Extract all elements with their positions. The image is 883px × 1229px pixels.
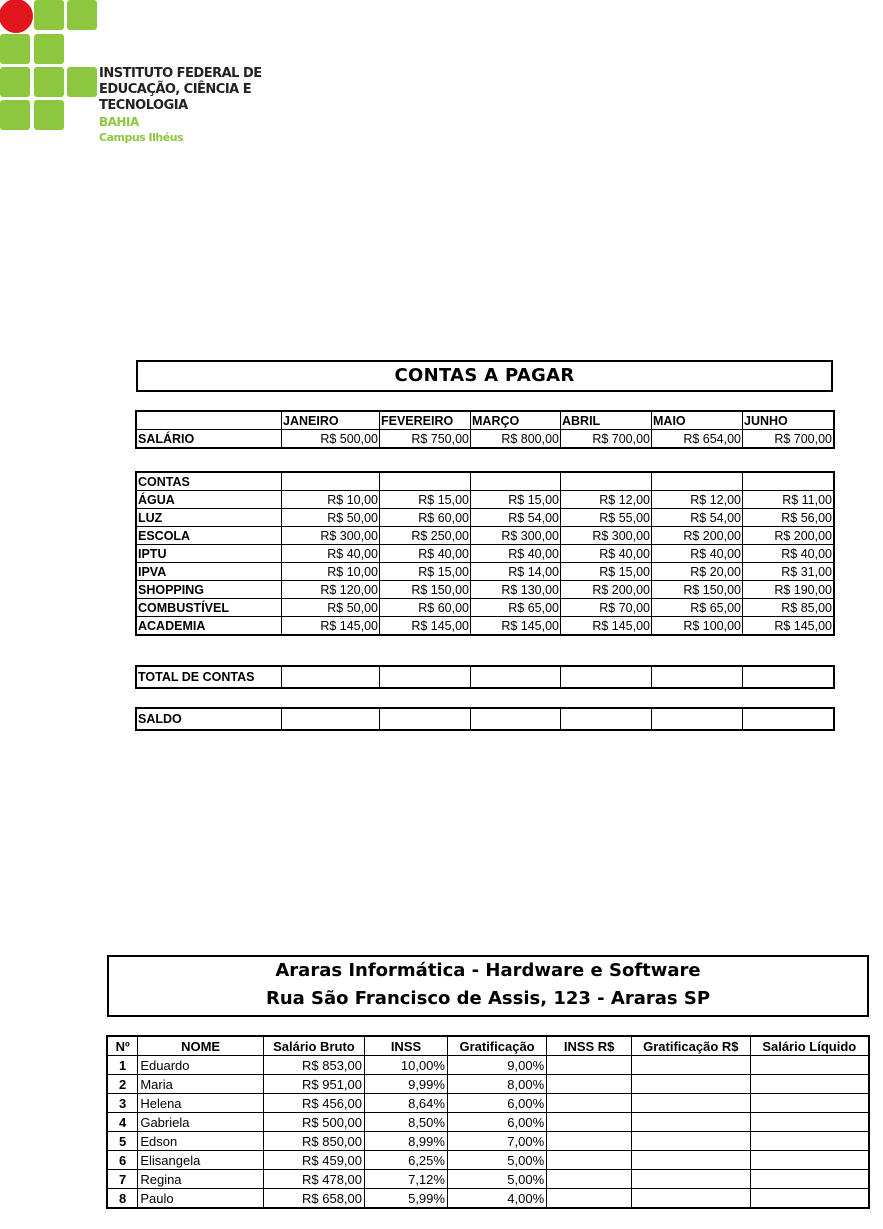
logo-square (34, 34, 64, 64)
salario-liquido (750, 1132, 868, 1151)
inss-percent: 8,64% (365, 1094, 448, 1113)
salario-bruto: R$ 658,00 (263, 1189, 364, 1208)
inss-percent: 6,25% (365, 1151, 448, 1170)
expense-cell: R$ 54,00 (652, 509, 743, 527)
expense-cell: R$ 145,00 (471, 617, 561, 635)
salario-cell: R$ 800,00 (471, 430, 561, 448)
employee-row (108, 1113, 869, 1132)
logo-square (34, 0, 64, 30)
expense-cell: R$ 65,00 (652, 599, 743, 617)
expense-cell: R$ 40,00 (282, 545, 380, 563)
expense-cell: R$ 14,00 (471, 563, 561, 581)
expense-cell: R$ 40,00 (380, 545, 471, 563)
total-cell (652, 667, 743, 688)
total-cell (282, 667, 380, 688)
expense-cell: R$ 150,00 (380, 581, 471, 599)
employee-number: 3 (108, 1094, 138, 1113)
saldo-table (136, 708, 834, 730)
expense-row (137, 545, 834, 563)
total-cell (561, 667, 652, 688)
gratificacao-value (632, 1056, 750, 1075)
saldo-cell (471, 709, 561, 730)
employee-number: 8 (108, 1189, 138, 1208)
logo-line-3: BAHIA (99, 115, 139, 129)
expense-cell: R$ 55,00 (561, 509, 652, 527)
logo-square (34, 67, 64, 97)
total-row (137, 667, 834, 688)
expense-cell: R$ 200,00 (561, 581, 652, 599)
saldo-row (137, 709, 834, 730)
total-cell (743, 667, 834, 688)
salario-cell: R$ 700,00 (743, 430, 834, 448)
row-label: ACADEMIA (137, 617, 282, 635)
salario-cell: R$ 654,00 (652, 430, 743, 448)
expense-cell: R$ 120,00 (282, 581, 380, 599)
expense-cell: R$ 40,00 (743, 545, 834, 563)
logo-line-4: Campus Ilhéus (99, 131, 184, 144)
gratificacao-value (632, 1170, 750, 1189)
contas-title: CONTAS A PAGAR (136, 360, 833, 392)
salario-liquido (750, 1170, 868, 1189)
salario-liquido (750, 1094, 868, 1113)
empty-cell (652, 473, 743, 491)
salario-liquido (750, 1056, 868, 1075)
inss-percent: 8,99% (365, 1132, 448, 1151)
expense-row (137, 563, 834, 581)
araras-title-line-2: Rua São Francisco de Assis, 123 - Araras SP (265, 988, 711, 1009)
salario-bruto: R$ 459,00 (263, 1151, 364, 1170)
expense-cell: R$ 11,00 (743, 491, 834, 509)
logo-square (67, 0, 97, 30)
salario-cell: R$ 700,00 (561, 430, 652, 448)
logo-line-1: INSTITUTO FEDERAL DE (99, 66, 262, 81)
expense-cell: R$ 12,00 (652, 491, 743, 509)
column-header: Salário Bruto (263, 1037, 364, 1056)
employee-number: 5 (108, 1132, 138, 1151)
expense-cell: R$ 50,00 (282, 509, 380, 527)
employee-row (108, 1170, 869, 1189)
inss-value (547, 1132, 632, 1151)
institution-logo (0, 0, 340, 144)
expense-row (137, 581, 834, 599)
employee-row (108, 1094, 869, 1113)
row-label: SALÁRIO (137, 430, 282, 448)
row-label: LUZ (137, 509, 282, 527)
gratificacao-percent: 7,00% (447, 1132, 546, 1151)
expense-cell: R$ 300,00 (561, 527, 652, 545)
expense-cell: R$ 250,00 (380, 527, 471, 545)
total-label: TOTAL DE CONTAS (137, 667, 282, 688)
employee-name: Elisangela (138, 1151, 263, 1170)
salario-table (136, 411, 834, 448)
expense-cell: R$ 54,00 (471, 509, 561, 527)
employee-name: Eduardo (138, 1056, 263, 1075)
salario-row (137, 430, 834, 448)
employee-name: Maria (138, 1075, 263, 1094)
logo-square (0, 100, 30, 130)
expense-cell: R$ 50,00 (282, 599, 380, 617)
total-table (136, 666, 834, 688)
gratificacao-percent: 6,00% (447, 1094, 546, 1113)
employee-name: Helena (138, 1094, 263, 1113)
expense-cell: R$ 20,00 (652, 563, 743, 581)
expense-cell: R$ 15,00 (561, 563, 652, 581)
column-header: Salário Líquido (750, 1037, 868, 1056)
logo-square (0, 34, 30, 64)
month-header: FEVEREIRO (380, 412, 471, 430)
inss-value (547, 1170, 632, 1189)
araras-title-line-1: Araras Informática - Hardware e Software (275, 960, 701, 981)
total-cell (471, 667, 561, 688)
salario-bruto: R$ 951,00 (263, 1075, 364, 1094)
logo-red-circle (0, 0, 33, 33)
expense-cell: R$ 10,00 (282, 491, 380, 509)
empty-cell (561, 473, 652, 491)
gratificacao-value (632, 1075, 750, 1094)
month-header: MARÇO (471, 412, 561, 430)
gratificacao-value (632, 1094, 750, 1113)
expense-cell: R$ 65,00 (471, 599, 561, 617)
expense-cell: R$ 300,00 (471, 527, 561, 545)
expense-cell: R$ 145,00 (561, 617, 652, 635)
expense-cell: R$ 145,00 (743, 617, 834, 635)
salary-table (107, 1036, 869, 1208)
column-header: Gratificação R$ (632, 1037, 750, 1056)
salario-liquido (750, 1113, 868, 1132)
salario-bruto: R$ 456,00 (263, 1094, 364, 1113)
row-label: COMBUSTÍVEL (137, 599, 282, 617)
row-label: ESCOLA (137, 527, 282, 545)
employee-row (108, 1189, 869, 1208)
column-header: INSS R$ (547, 1037, 632, 1056)
gratificacao-percent: 5,00% (447, 1170, 546, 1189)
month-header-row (137, 412, 834, 430)
expense-row (137, 617, 834, 635)
empty-cell (282, 473, 380, 491)
expense-cell: R$ 145,00 (282, 617, 380, 635)
total-cell (380, 667, 471, 688)
contas-label: CONTAS (137, 473, 282, 491)
inss-value (547, 1113, 632, 1132)
expense-cell: R$ 10,00 (282, 563, 380, 581)
expense-row (137, 599, 834, 617)
contas-table (136, 472, 834, 635)
gratificacao-value (632, 1189, 750, 1208)
logo-text (99, 66, 340, 146)
salario-bruto: R$ 853,00 (263, 1056, 364, 1075)
empty-cell (380, 473, 471, 491)
expense-cell: R$ 130,00 (471, 581, 561, 599)
row-label: SHOPPING (137, 581, 282, 599)
month-header: ABRIL (561, 412, 652, 430)
expense-cell: R$ 85,00 (743, 599, 834, 617)
saldo-label: SALDO (137, 709, 282, 730)
salario-liquido (750, 1151, 868, 1170)
month-header: JANEIRO (282, 412, 380, 430)
employee-name: Edson (138, 1132, 263, 1151)
empty-cell (743, 473, 834, 491)
logo-square (0, 0, 30, 30)
contas-header-row (137, 473, 834, 491)
employee-row (108, 1132, 869, 1151)
logo-square (34, 100, 64, 130)
saldo-cell (282, 709, 380, 730)
expense-cell: R$ 190,00 (743, 581, 834, 599)
logo-square (0, 67, 30, 97)
salary-header-row (108, 1037, 869, 1056)
expense-cell: R$ 200,00 (652, 527, 743, 545)
employee-row (108, 1056, 869, 1075)
inss-value (547, 1189, 632, 1208)
month-header: MAIO (652, 412, 743, 430)
expense-cell: R$ 200,00 (743, 527, 834, 545)
expense-cell: R$ 15,00 (380, 563, 471, 581)
employee-name: Regina (138, 1170, 263, 1189)
gratificacao-percent: 6,00% (447, 1113, 546, 1132)
expense-row (137, 509, 834, 527)
expense-cell: R$ 56,00 (743, 509, 834, 527)
gratificacao-value (632, 1151, 750, 1170)
expense-cell: R$ 40,00 (471, 545, 561, 563)
employee-row (108, 1075, 869, 1094)
inss-percent: 9,99% (365, 1075, 448, 1094)
saldo-cell (743, 709, 834, 730)
employee-number: 7 (108, 1170, 138, 1189)
column-header: Gratificação (447, 1037, 546, 1056)
month-header: JUNHO (743, 412, 834, 430)
expense-cell: R$ 60,00 (380, 509, 471, 527)
araras-title (107, 955, 869, 1017)
inss-percent: 10,00% (365, 1056, 448, 1075)
expense-cell: R$ 12,00 (561, 491, 652, 509)
column-header: Nº (108, 1037, 138, 1056)
expense-cell: R$ 150,00 (652, 581, 743, 599)
saldo-cell (652, 709, 743, 730)
inss-percent: 8,50% (365, 1113, 448, 1132)
salario-cell: R$ 500,00 (282, 430, 380, 448)
expense-cell: R$ 100,00 (652, 617, 743, 635)
employee-number: 6 (108, 1151, 138, 1170)
salario-bruto: R$ 850,00 (263, 1132, 364, 1151)
logo-square (67, 67, 97, 97)
employee-row (108, 1151, 869, 1170)
gratificacao-percent: 9,00% (447, 1056, 546, 1075)
expense-row (137, 527, 834, 545)
expense-cell: R$ 40,00 (561, 545, 652, 563)
inss-value (547, 1056, 632, 1075)
employee-number: 4 (108, 1113, 138, 1132)
expense-cell: R$ 15,00 (380, 491, 471, 509)
column-header: NOME (138, 1037, 263, 1056)
gratificacao-value (632, 1113, 750, 1132)
inss-value (547, 1094, 632, 1113)
column-header: INSS (365, 1037, 448, 1056)
expense-cell: R$ 60,00 (380, 599, 471, 617)
inss-percent: 5,99% (365, 1189, 448, 1208)
row-label: IPTU (137, 545, 282, 563)
salario-bruto: R$ 500,00 (263, 1113, 364, 1132)
employee-name: Paulo (138, 1189, 263, 1208)
expense-cell: R$ 40,00 (652, 545, 743, 563)
logo-line-2: EDUCAÇÃO, CIÊNCIA E TECNOLOGIA (99, 82, 252, 113)
salario-liquido (750, 1189, 868, 1208)
saldo-cell (561, 709, 652, 730)
salario-liquido (750, 1075, 868, 1094)
expense-cell: R$ 70,00 (561, 599, 652, 617)
saldo-cell (380, 709, 471, 730)
employee-number: 2 (108, 1075, 138, 1094)
expense-cell: R$ 15,00 (471, 491, 561, 509)
row-label: IPVA (137, 563, 282, 581)
inss-value (547, 1075, 632, 1094)
gratificacao-value (632, 1132, 750, 1151)
employee-name: Gabriela (138, 1113, 263, 1132)
inss-value (547, 1151, 632, 1170)
empty-cell (471, 473, 561, 491)
inss-percent: 7,12% (365, 1170, 448, 1189)
expense-cell: R$ 300,00 (282, 527, 380, 545)
header-empty-cell (137, 412, 282, 430)
salario-cell: R$ 750,00 (380, 430, 471, 448)
gratificacao-percent: 4,00% (447, 1189, 546, 1208)
expense-row (137, 491, 834, 509)
row-label: ÁGUA (137, 491, 282, 509)
expense-cell: R$ 31,00 (743, 563, 834, 581)
gratificacao-percent: 8,00% (447, 1075, 546, 1094)
expense-cell: R$ 145,00 (380, 617, 471, 635)
employee-number: 1 (108, 1056, 138, 1075)
salario-bruto: R$ 478,00 (263, 1170, 364, 1189)
gratificacao-percent: 5,00% (447, 1151, 546, 1170)
